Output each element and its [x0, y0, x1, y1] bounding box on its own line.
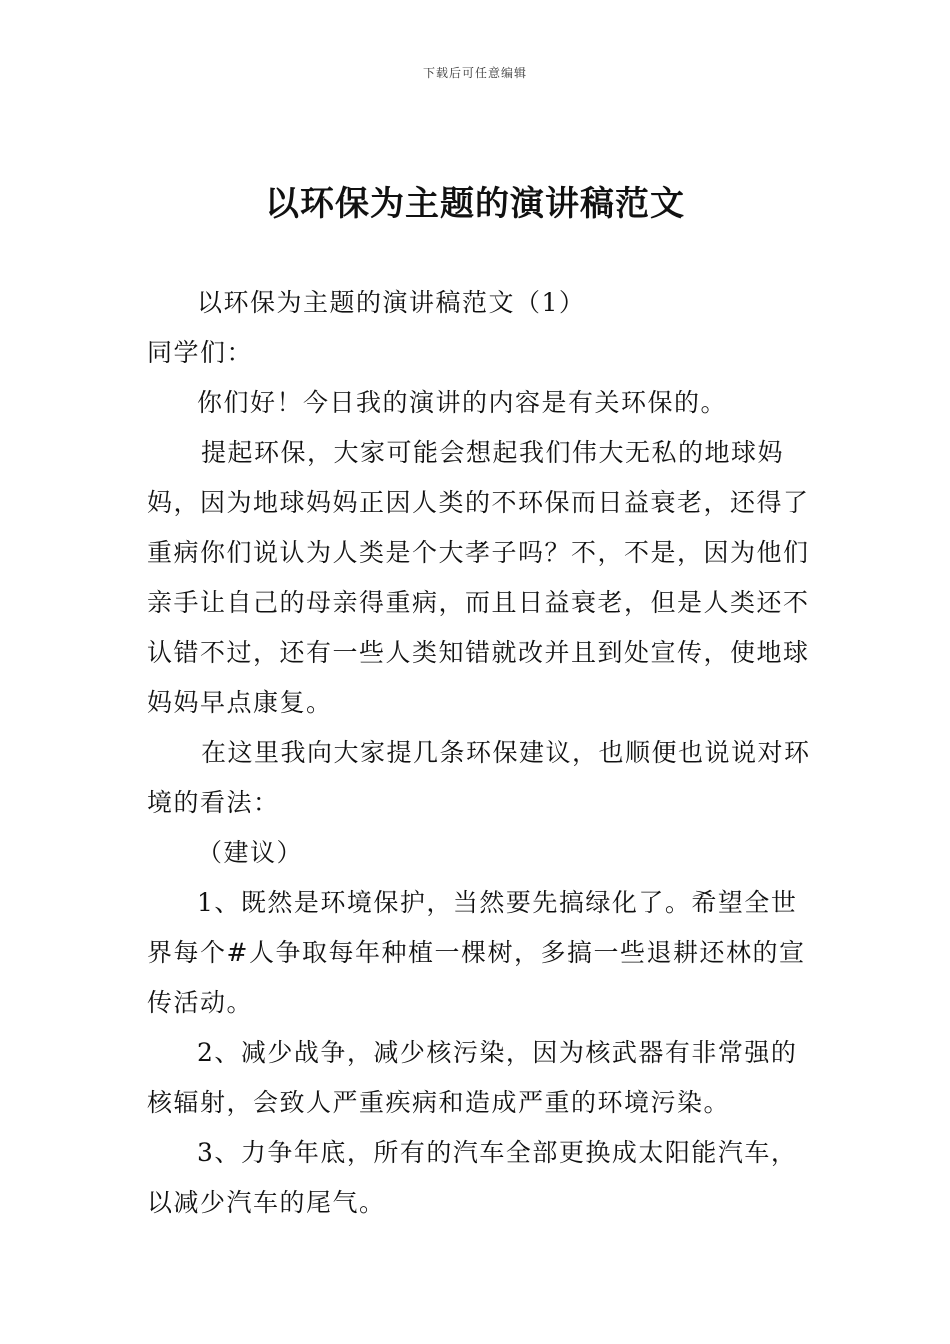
paragraph-suggestion-3: 3、力争年底，所有的汽车全部更换成太阳能汽车，以减少汽车的尾气。	[147, 1138, 798, 1217]
paragraph-subtitle: 以环保为主题的演讲稿范文（1）	[197, 288, 586, 317]
paragraph-suggestions-intro: 在这里我向大家提几条环保建议，也顺便也说说对环境的看法：	[147, 738, 811, 817]
paragraph-suggestion-2: 2、减少战争，减少核污染，因为核武器有非常强的核辐射，会致人严重疾病和造成严重的环境污染。	[147, 1038, 798, 1117]
paragraph-earth-mother: 提起环保，大家可能会想起我们伟大无私的地球妈妈，因为地球妈妈正因人类的不环保而日益衰老，还得了重病你们说认为人类是个大孝子吗？不，不是，因为他们亲手让自己的母亲得重病，而且日益衰老，但是人类还不认错不过，还有一些人类知错就改并且到处宣传，使地球妈妈早点康复。	[147, 438, 810, 717]
paragraph-suggestions-heading: （建议）	[197, 838, 304, 867]
paragraph-greeting: 你们好！今日我的演讲的内容是有关环保的。	[197, 388, 728, 417]
paragraph-suggestion-1: 1、既然是环境保护，当然要先搞绿化了。希望全世界每个#人争取每年种植一棵树，多搞一些退耕还林的宣传活动。	[147, 888, 806, 1017]
paragraph-salutation: 同学们：	[147, 338, 254, 367]
header-note: 下载后可任意编辑	[422, 66, 527, 80]
document-body	[147, 278, 817, 1228]
document-title: 以环保为主题的演讲稿范文	[265, 184, 685, 224]
